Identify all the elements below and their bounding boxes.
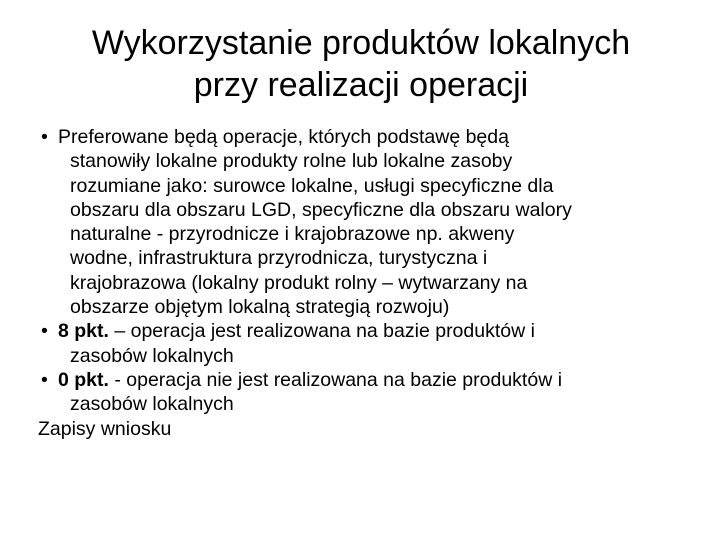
bullet-text-line: obszarze objętym lokalną strategią rozwoju) [70, 296, 450, 319]
bullet-text-line: stanowiły lokalne produkty rolne lub lokalne zasoby [70, 150, 513, 173]
bullet-item-8-points [38, 319, 678, 368]
bullet-text-line: zasobów lokalnych [70, 393, 234, 416]
bullet-text: - operacja nie jest realizowana na bazie produktów i [108, 368, 563, 391]
bullet-text-line [58, 368, 678, 392]
bullet-item-0-points [38, 368, 678, 417]
points-label: 8 pkt. [58, 320, 109, 343]
bullet-item-preferences [38, 125, 678, 319]
bullet-text-line: wodne, infrastruktura przyrodnicza, turystyczna i [70, 247, 488, 270]
bullet-text-line: krajobrazowa (lokalny produkt rolny – wytwarzany na [70, 271, 528, 294]
bullet-text-line: Preferowane będą operacje, których podstawę będą [58, 126, 509, 148]
bullet-text-line: obszaru dla obszaru LGD, specyficzne dla obszaru walory [70, 198, 572, 221]
slide-title [36, 22, 686, 106]
bullet-text-line [58, 319, 678, 343]
bullet-text-line: naturalne - przyrodnicze i krajobrazowe np. akweny [70, 223, 515, 246]
slide-title-line-2: przy realizacji operacji [193, 66, 529, 104]
bullet-icon: • [41, 126, 48, 148]
bullet-text: – operacja jest realizowana na bazie produktów i [108, 320, 535, 343]
bullet-icon: • [41, 368, 48, 391]
points-label: 0 pkt. [58, 368, 109, 391]
slide-content [38, 125, 678, 441]
slide-title-line-1: Wykorzystanie produktów lokalnych [91, 24, 631, 62]
footer-text: Zapisy wniosku [38, 417, 172, 440]
bullet-icon: • [41, 320, 48, 343]
bullet-text-line: zasobów lokalnych [70, 344, 234, 367]
bullet-text-line: rozumiane jako: surowce lokalne, usługi specyficzne dla [70, 174, 554, 197]
